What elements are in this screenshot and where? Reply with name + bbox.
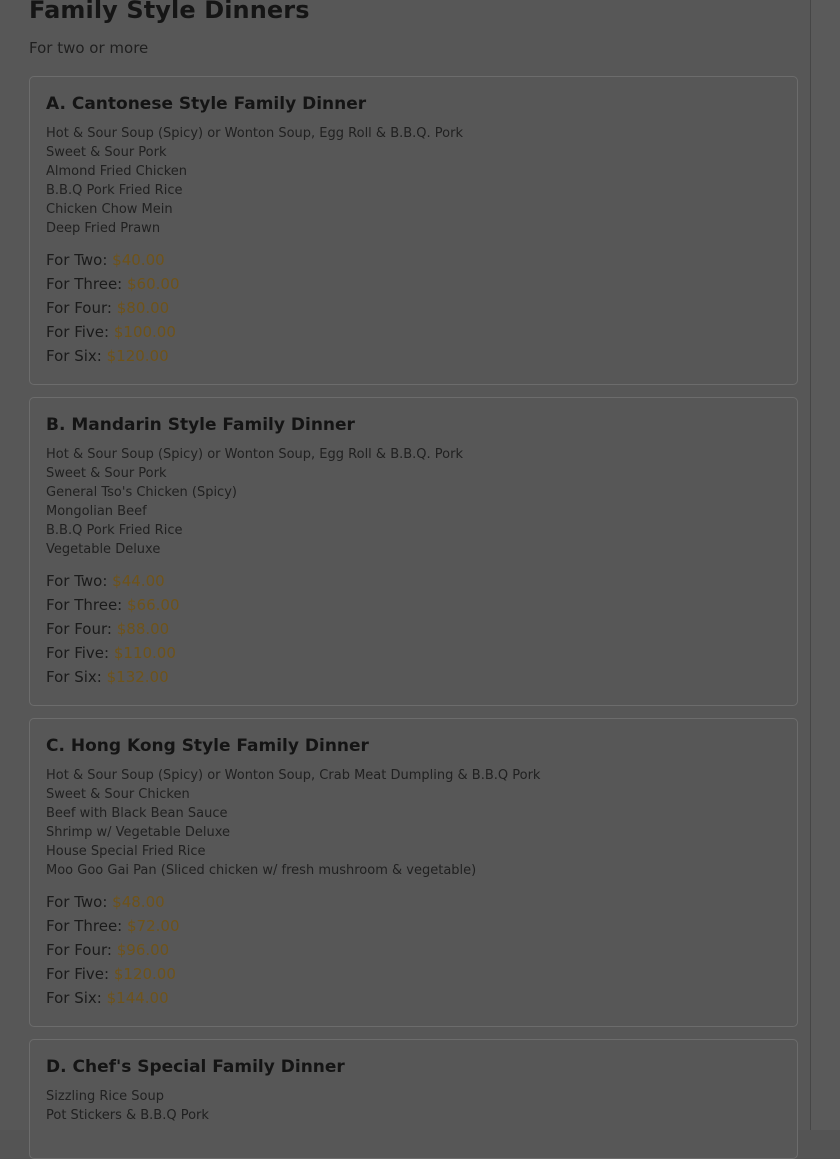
price-amount: $120.00	[106, 347, 169, 365]
price-label: For Six:	[46, 668, 102, 686]
dinner-items	[46, 445, 781, 559]
dinner-item: Chicken Chow Mein	[46, 202, 173, 217]
dinner-title: B. Mandarin Style Family Dinner	[46, 415, 355, 435]
price-row	[46, 914, 781, 938]
dinner-item: Vegetable Deluxe	[46, 542, 161, 557]
price-label: For Three:	[46, 275, 123, 293]
price-list	[46, 248, 781, 368]
dinner-item: Sizzling Rice Soup	[46, 1089, 164, 1104]
price-label: For Two:	[46, 572, 108, 590]
dinner-items	[46, 124, 781, 238]
price-amount: $110.00	[113, 644, 176, 662]
dinner-item: Hot & Sour Soup (Spicy) or Wonton Soup, Crab Meat Dumpling & B.B.Q Pork	[46, 768, 541, 783]
dinner-card-d	[29, 1039, 798, 1159]
dinner-card-b	[29, 397, 798, 706]
price-label: For Five:	[46, 965, 110, 983]
dinner-item: Pot Stickers & B.B.Q Pork	[46, 1108, 209, 1123]
price-amount: $66.00	[127, 596, 180, 614]
price-label: For Six:	[46, 347, 102, 365]
price-row	[46, 320, 781, 344]
dinner-item: Sweet & Sour Chicken	[46, 787, 190, 802]
dinner-item: Hot & Sour Soup (Spicy) or Wonton Soup, Egg Roll & B.B.Q. Pork	[46, 126, 463, 141]
price-label: For Five:	[46, 323, 110, 341]
dinner-item: Deep Fried Prawn	[46, 221, 161, 236]
dinner-title: D. Chef's Special Family Dinner	[46, 1057, 345, 1077]
price-amount: $80.00	[116, 299, 170, 317]
section-title: Family Style Dinners	[29, 0, 310, 24]
price-amount: $72.00	[127, 917, 180, 935]
price-label: For Three:	[46, 596, 123, 614]
price-row	[46, 272, 781, 296]
dinner-items	[46, 766, 781, 880]
dinner-item: Sweet & Sour Pork	[46, 145, 167, 160]
price-row	[46, 641, 781, 665]
price-amount: $40.00	[112, 251, 165, 269]
price-row	[46, 938, 781, 962]
price-amount: $100.00	[113, 323, 176, 341]
dinner-item: Shrimp w/ Vegetable Deluxe	[46, 825, 230, 840]
price-row	[46, 344, 781, 368]
dinner-title: C. Hong Kong Style Family Dinner	[46, 736, 369, 756]
price-row	[46, 890, 781, 914]
price-amount: $44.00	[112, 572, 165, 590]
dinner-item: Beef with Black Bean Sauce	[46, 806, 228, 821]
dinner-item: House Special Fried Rice	[46, 844, 206, 859]
price-amount: $48.00	[112, 893, 165, 911]
price-label: For Five:	[46, 644, 110, 662]
price-amount: $96.00	[116, 941, 170, 959]
price-row	[46, 248, 781, 272]
price-row	[46, 962, 781, 986]
price-label: For Two:	[46, 893, 108, 911]
price-label: For Three:	[46, 917, 123, 935]
price-label: For Six:	[46, 989, 102, 1007]
dinner-item: B.B.Q Pork Fried Rice	[46, 183, 183, 198]
price-amount: $88.00	[116, 620, 170, 638]
dinner-item: B.B.Q Pork Fried Rice	[46, 523, 183, 538]
dinner-card-a	[29, 76, 798, 385]
section-subtitle: For two or more	[29, 39, 149, 57]
price-amount: $132.00	[106, 668, 169, 686]
price-row	[46, 986, 781, 1010]
price-label: For Four:	[46, 941, 112, 959]
dinner-item: Moo Goo Gai Pan (Sliced chicken w/ fresh mushroom & vegetable)	[46, 863, 477, 878]
price-label: For Four:	[46, 299, 112, 317]
dinner-item: Mongolian Beef	[46, 504, 147, 519]
price-amount: $60.00	[127, 275, 180, 293]
dinner-item: General Tso's Chicken (Spicy)	[46, 485, 237, 500]
dinner-item: Almond Fried Chicken	[46, 164, 187, 179]
price-row	[46, 569, 781, 593]
dinner-items	[46, 1087, 781, 1125]
dinner-card-c	[29, 718, 798, 1027]
price-label: For Four:	[46, 620, 112, 638]
scrollbar-track[interactable]	[811, 0, 840, 1130]
price-row	[46, 296, 781, 320]
price-label: For Two:	[46, 251, 108, 269]
dinner-item: Hot & Sour Soup (Spicy) or Wonton Soup, Egg Roll & B.B.Q. Pork	[46, 447, 463, 462]
price-row	[46, 593, 781, 617]
dinner-item: Sweet & Sour Pork	[46, 466, 167, 481]
price-amount: $120.00	[113, 965, 176, 983]
dinner-title: A. Cantonese Style Family Dinner	[46, 94, 367, 114]
price-row	[46, 665, 781, 689]
price-amount: $144.00	[106, 989, 169, 1007]
price-list	[46, 569, 781, 689]
price-list	[46, 890, 781, 1010]
price-row	[46, 617, 781, 641]
